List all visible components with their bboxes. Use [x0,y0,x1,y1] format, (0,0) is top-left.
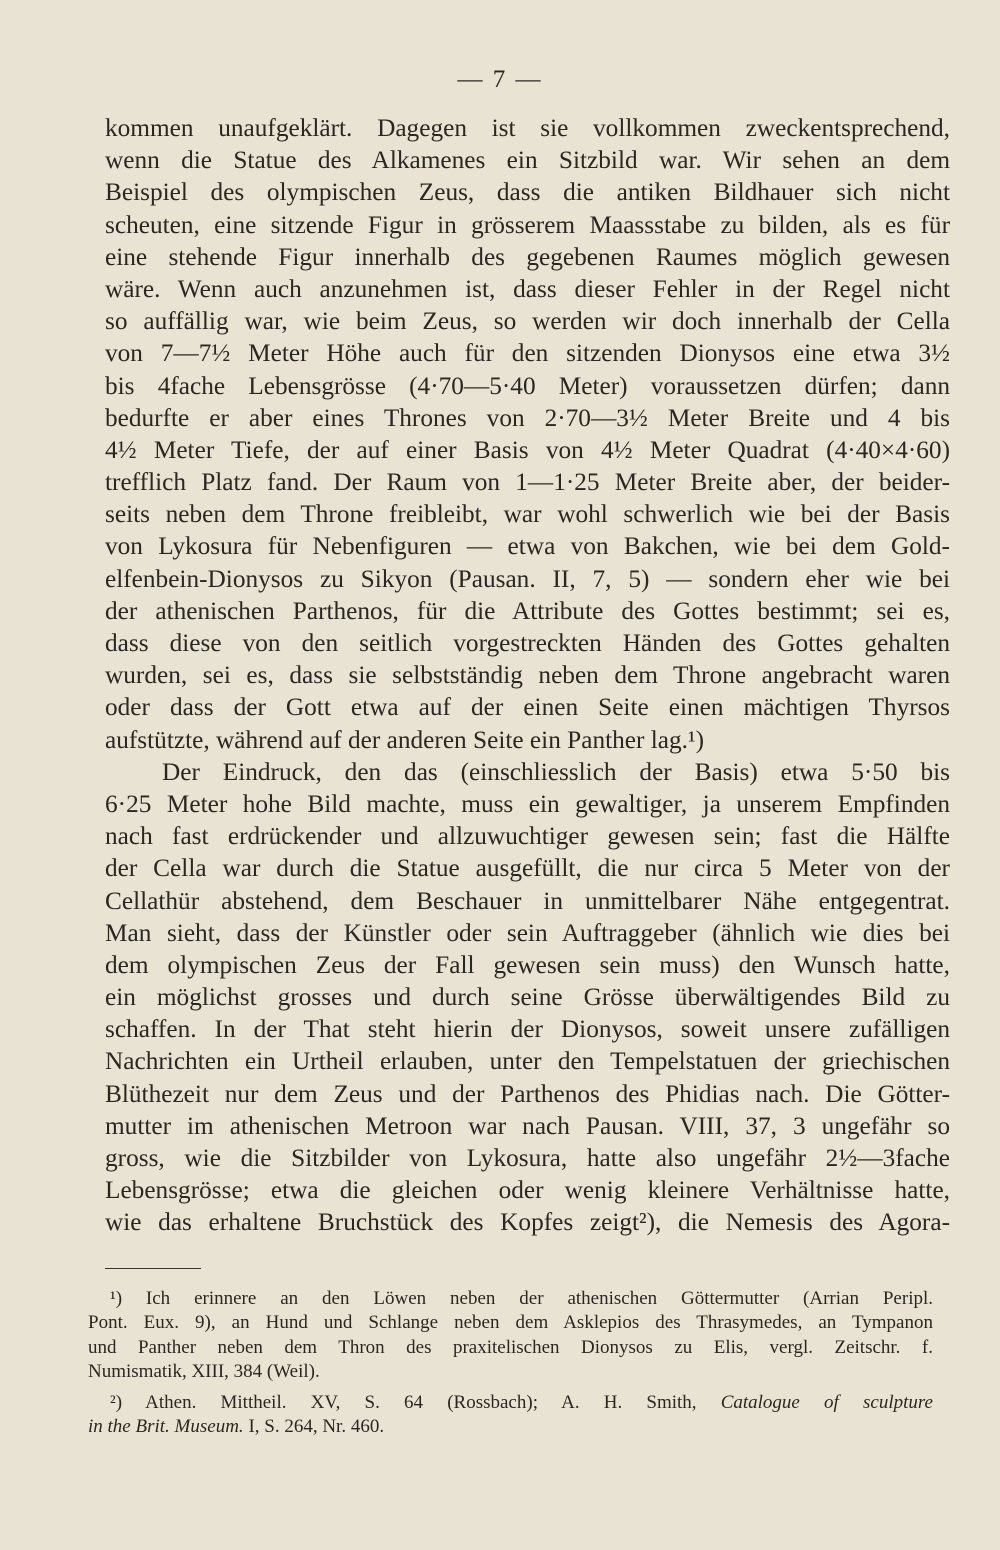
text-line: seits neben dem Throne freibleibt, war wohl schwerlich wie bei der Basis [105,500,950,529]
footnote-1-line: Pont. Eux. 9), an Hund und Schlange neben dem Asklepios des Thrasymedes, an Tympanon [88,1312,933,1334]
footnote-2-text: ²) Athen. Mittheil. XV, S. 64 (Rossbach); A. H. Smith, [110,1391,721,1413]
text-line: so auffällig war, wie beim Zeus, so werden wir doch innerhalb der Cella [105,307,950,336]
footnote-1-line: ¹) Ich erinnere an den Löwen neben der athenischen Göttermutter (Arrian Peripl. [110,1288,933,1309]
text-line: elfenbein-Dionysos zu Sikyon (Pausan. II, 7, 5) — sondern eher wie bei [105,564,950,593]
text-line: Nachrichten ein Urtheil erlauben, unter den Tempelstatuen der griechischen [105,1047,950,1076]
text-line: schaffen. In der That steht hierin der Dionysos, soweit unsere zufälligen [105,1015,950,1044]
text-line: von Lykosura für Nebenfiguren — etwa von Bakchen, wie bei dem Gold- [105,532,950,561]
footnote-1-line: und Panther neben dem Thron des praxitelischen Dionysos zu Elis, vergl. Zeitschr. f. [88,1336,933,1358]
text-line: bis 4fache Lebensgrösse (4·70—5·40 Meter) voraussetzen dürfen; dann [105,371,950,400]
footnote-2-line [88,1415,933,1439]
text-line: wenn die Statue des Alkamenes ein Sitzbild war. Wir sehen an dem [105,146,950,175]
page-number: — 7 — [457,66,543,93]
footnote-2-title: Catalogue of sculpture [720,1391,933,1413]
main-text [105,112,950,1239]
text-line: ein möglichst grosses und durch seine Grösse überwältigendes Bild zu [105,983,950,1012]
text-line: wäre. Wenn auch anzunehmen ist, dass dieser Fehler in der Regel nicht [105,274,950,303]
text-line: Lebensgrösse; etwa die gleichen oder wenig kleinere Verhältnisse hatte, [105,1176,950,1205]
footnote-divider [105,1268,201,1269]
text-line: Beispiel des olympischen Zeus, dass die antiken Bildhauer sich nicht [105,178,950,207]
text-line: 6·25 Meter hohe Bild machte, muss ein gewaltiger, ja unserem Empfinden [105,789,950,818]
text-line: aufstützte, während auf der anderen Seite ein Panther lag.¹) [105,725,704,754]
text-line: wie das erhaltene Bruchstück des Kopfes zeigt²), die Nemesis des Agora- [105,1208,950,1237]
text-line: trefflich Platz fand. Der Raum von 1—1·25 Meter Breite aber, der beider- [105,468,950,497]
footnote-1-line: Numismatik, XIII, 384 (Weil). [88,1361,320,1383]
footnote-2-line [88,1391,933,1415]
text-line: der Cella war durch die Statue ausgefüllt, die nur circa 5 Meter von der [105,854,950,883]
text-line: mutter im athenischen Metroon war nach Pausan. VIII, 37, 3 ungefähr so [105,1111,950,1140]
text-line: Cellathür abstehend, dem Beschauer in unmittelbarer Nähe entgegentrat. [105,886,950,915]
text-line: kommen unaufgeklärt. Dagegen ist sie vollkommen zweckentsprechend, [105,114,950,142]
text-line: oder dass der Gott etwa auf der einen Seite einen mächtigen Thyrsos [105,693,950,722]
text-line: nach fast erdrückender und allzuwuchtiger gewesen sein; fast die Hälfte [105,822,950,851]
text-line: 4½ Meter Tiefe, der auf einer Basis von 4½ Meter Quadrat (4·40×4·60) [105,435,950,464]
text-line: scheuten, eine sitzende Figur in grösserem Maassstabe zu bilden, als es für [105,210,950,239]
text-line: Man sieht, dass der Künstler oder sein Auftraggeber (ähnlich wie dies bei [105,918,950,947]
text-line: eine stehende Figur innerhalb des gegebenen Raumes möglich gewesen [105,242,950,271]
text-line: dem olympischen Zeus der Fall gewesen sein muss) den Wunsch hatte, [105,950,950,979]
text-line: der athenischen Parthenos, für die Attribute des Gottes bestimmt; sei es, [105,596,950,625]
footnote-2-text: I, S. 264, Nr. 460. [243,1415,385,1437]
text-line: Blüthezeit nur dem Zeus und der Parthenos des Phidias nach. Die Götter- [105,1079,950,1108]
text-line: dass diese von den seitlich vorgestreckten Händen des Gottes gehalten [105,629,950,657]
footnotes [88,1287,933,1439]
footnote-2-title: in the Brit. Museum. [88,1415,244,1437]
text-line: Der Eindruck, den das (einschliesslich der Basis) etwa 5·50 bis [162,757,950,786]
text-line: wurden, sei es, dass sie selbstständig neben dem Throne angebracht waren [105,661,950,690]
text-line: von 7—7½ Meter Höhe auch für den sitzenden Dionysos eine etwa 3½ [105,339,950,368]
text-line: gross, wie die Sitzbilder von Lykosura, hatte also ungefähr 2½—3fache [105,1144,950,1172]
text-line: bedurfte er aber eines Thrones von 2·70—3½ Meter Breite und 4 bis [105,403,950,432]
